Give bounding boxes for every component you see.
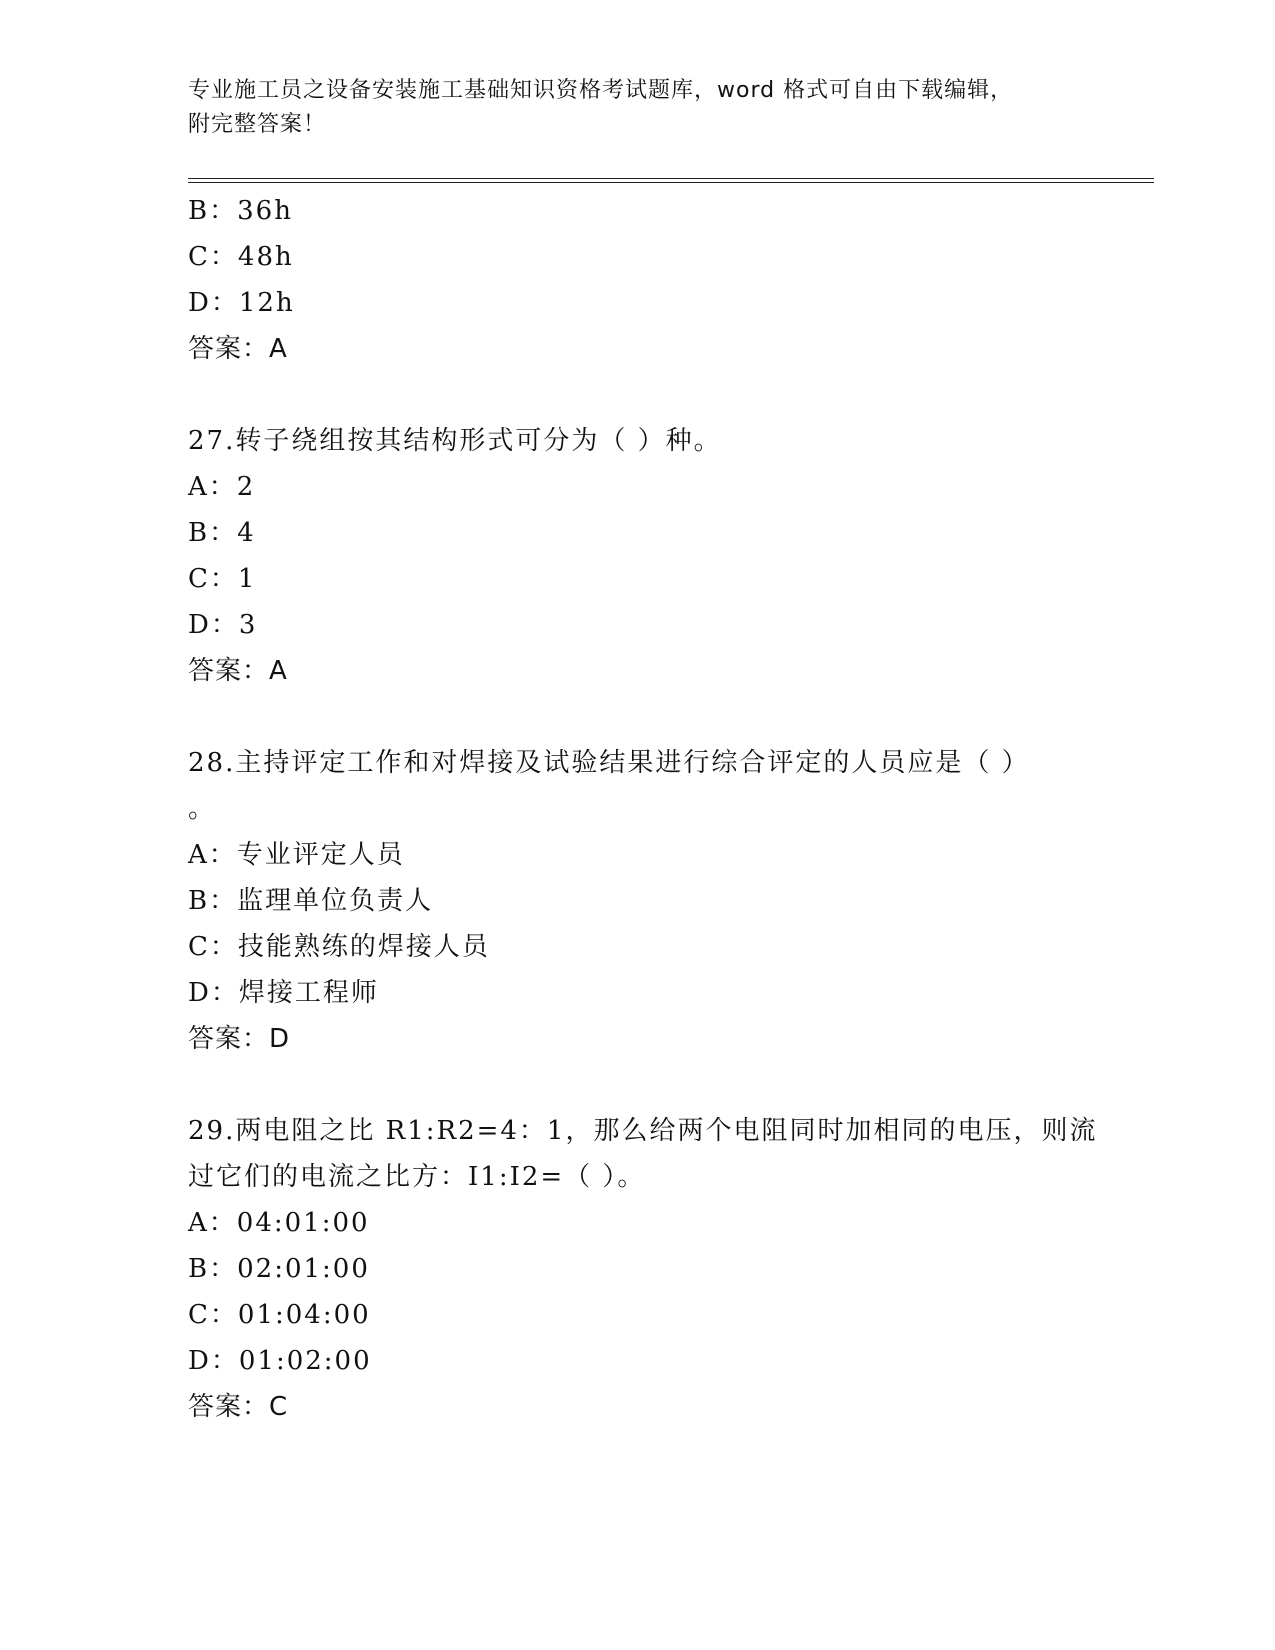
option-b: B：监理单位负责人 [188, 886, 434, 916]
option-c: C：48h [188, 242, 294, 272]
question-29 [188, 1108, 1098, 1430]
prev-question-block [188, 188, 1088, 372]
question-stem: 27.转子绕组按其结构形式可分为（ ）种。 [188, 426, 722, 456]
option-c: C：01:04:00 [188, 1300, 371, 1330]
answer-line: 答案：C [188, 1392, 289, 1422]
document-header [188, 74, 1088, 142]
option-d: D：01:02:00 [188, 1346, 372, 1376]
option-d: D：焊接工程师 [188, 978, 379, 1008]
option-c: C：技能熟练的焊接人员 [188, 932, 490, 962]
question-28 [188, 740, 1088, 1062]
option-b: B：02:01:00 [188, 1254, 370, 1284]
answer-line: 答案：A [188, 656, 288, 686]
option-d: D：12h [188, 288, 295, 318]
question-stem-continuation: 过它们的电流之比方：I1:I2=（ ）。 [188, 1162, 646, 1192]
spacer [188, 372, 1088, 418]
option-d: D：3 [188, 610, 258, 640]
option-a: A：04:01:00 [188, 1208, 370, 1238]
header-divider-bottom [188, 182, 1154, 183]
question-stem: 28.主持评定工作和对焊接及试验结果进行综合评定的人员应是（ ） [188, 748, 1030, 778]
option-b: B：36h [188, 196, 293, 226]
header-line-2: 附完整答案！ [188, 112, 327, 137]
answer-line: 答案：A [188, 334, 288, 364]
spacer [188, 1062, 1088, 1108]
option-b: B：4 [188, 518, 256, 548]
option-a: A：专业评定人员 [188, 840, 405, 870]
answer-line: 答案：D [188, 1024, 291, 1054]
option-c: C：1 [188, 564, 257, 594]
question-stem: 29.两电阻之比 R1:R2=4：1，那么给两个电阻同时加相同的电压，则流 [188, 1116, 1098, 1146]
header-divider-top [188, 178, 1154, 179]
question-27 [188, 418, 1088, 694]
question-content [188, 188, 1098, 1430]
header-line-1: 专业施工员之设备安装施工基础知识资格考试题库，word 格式可自由下载编辑， [188, 78, 1014, 103]
spacer [188, 694, 1088, 740]
question-stem-continuation: 。 [188, 794, 217, 824]
option-a: A：2 [188, 472, 256, 502]
